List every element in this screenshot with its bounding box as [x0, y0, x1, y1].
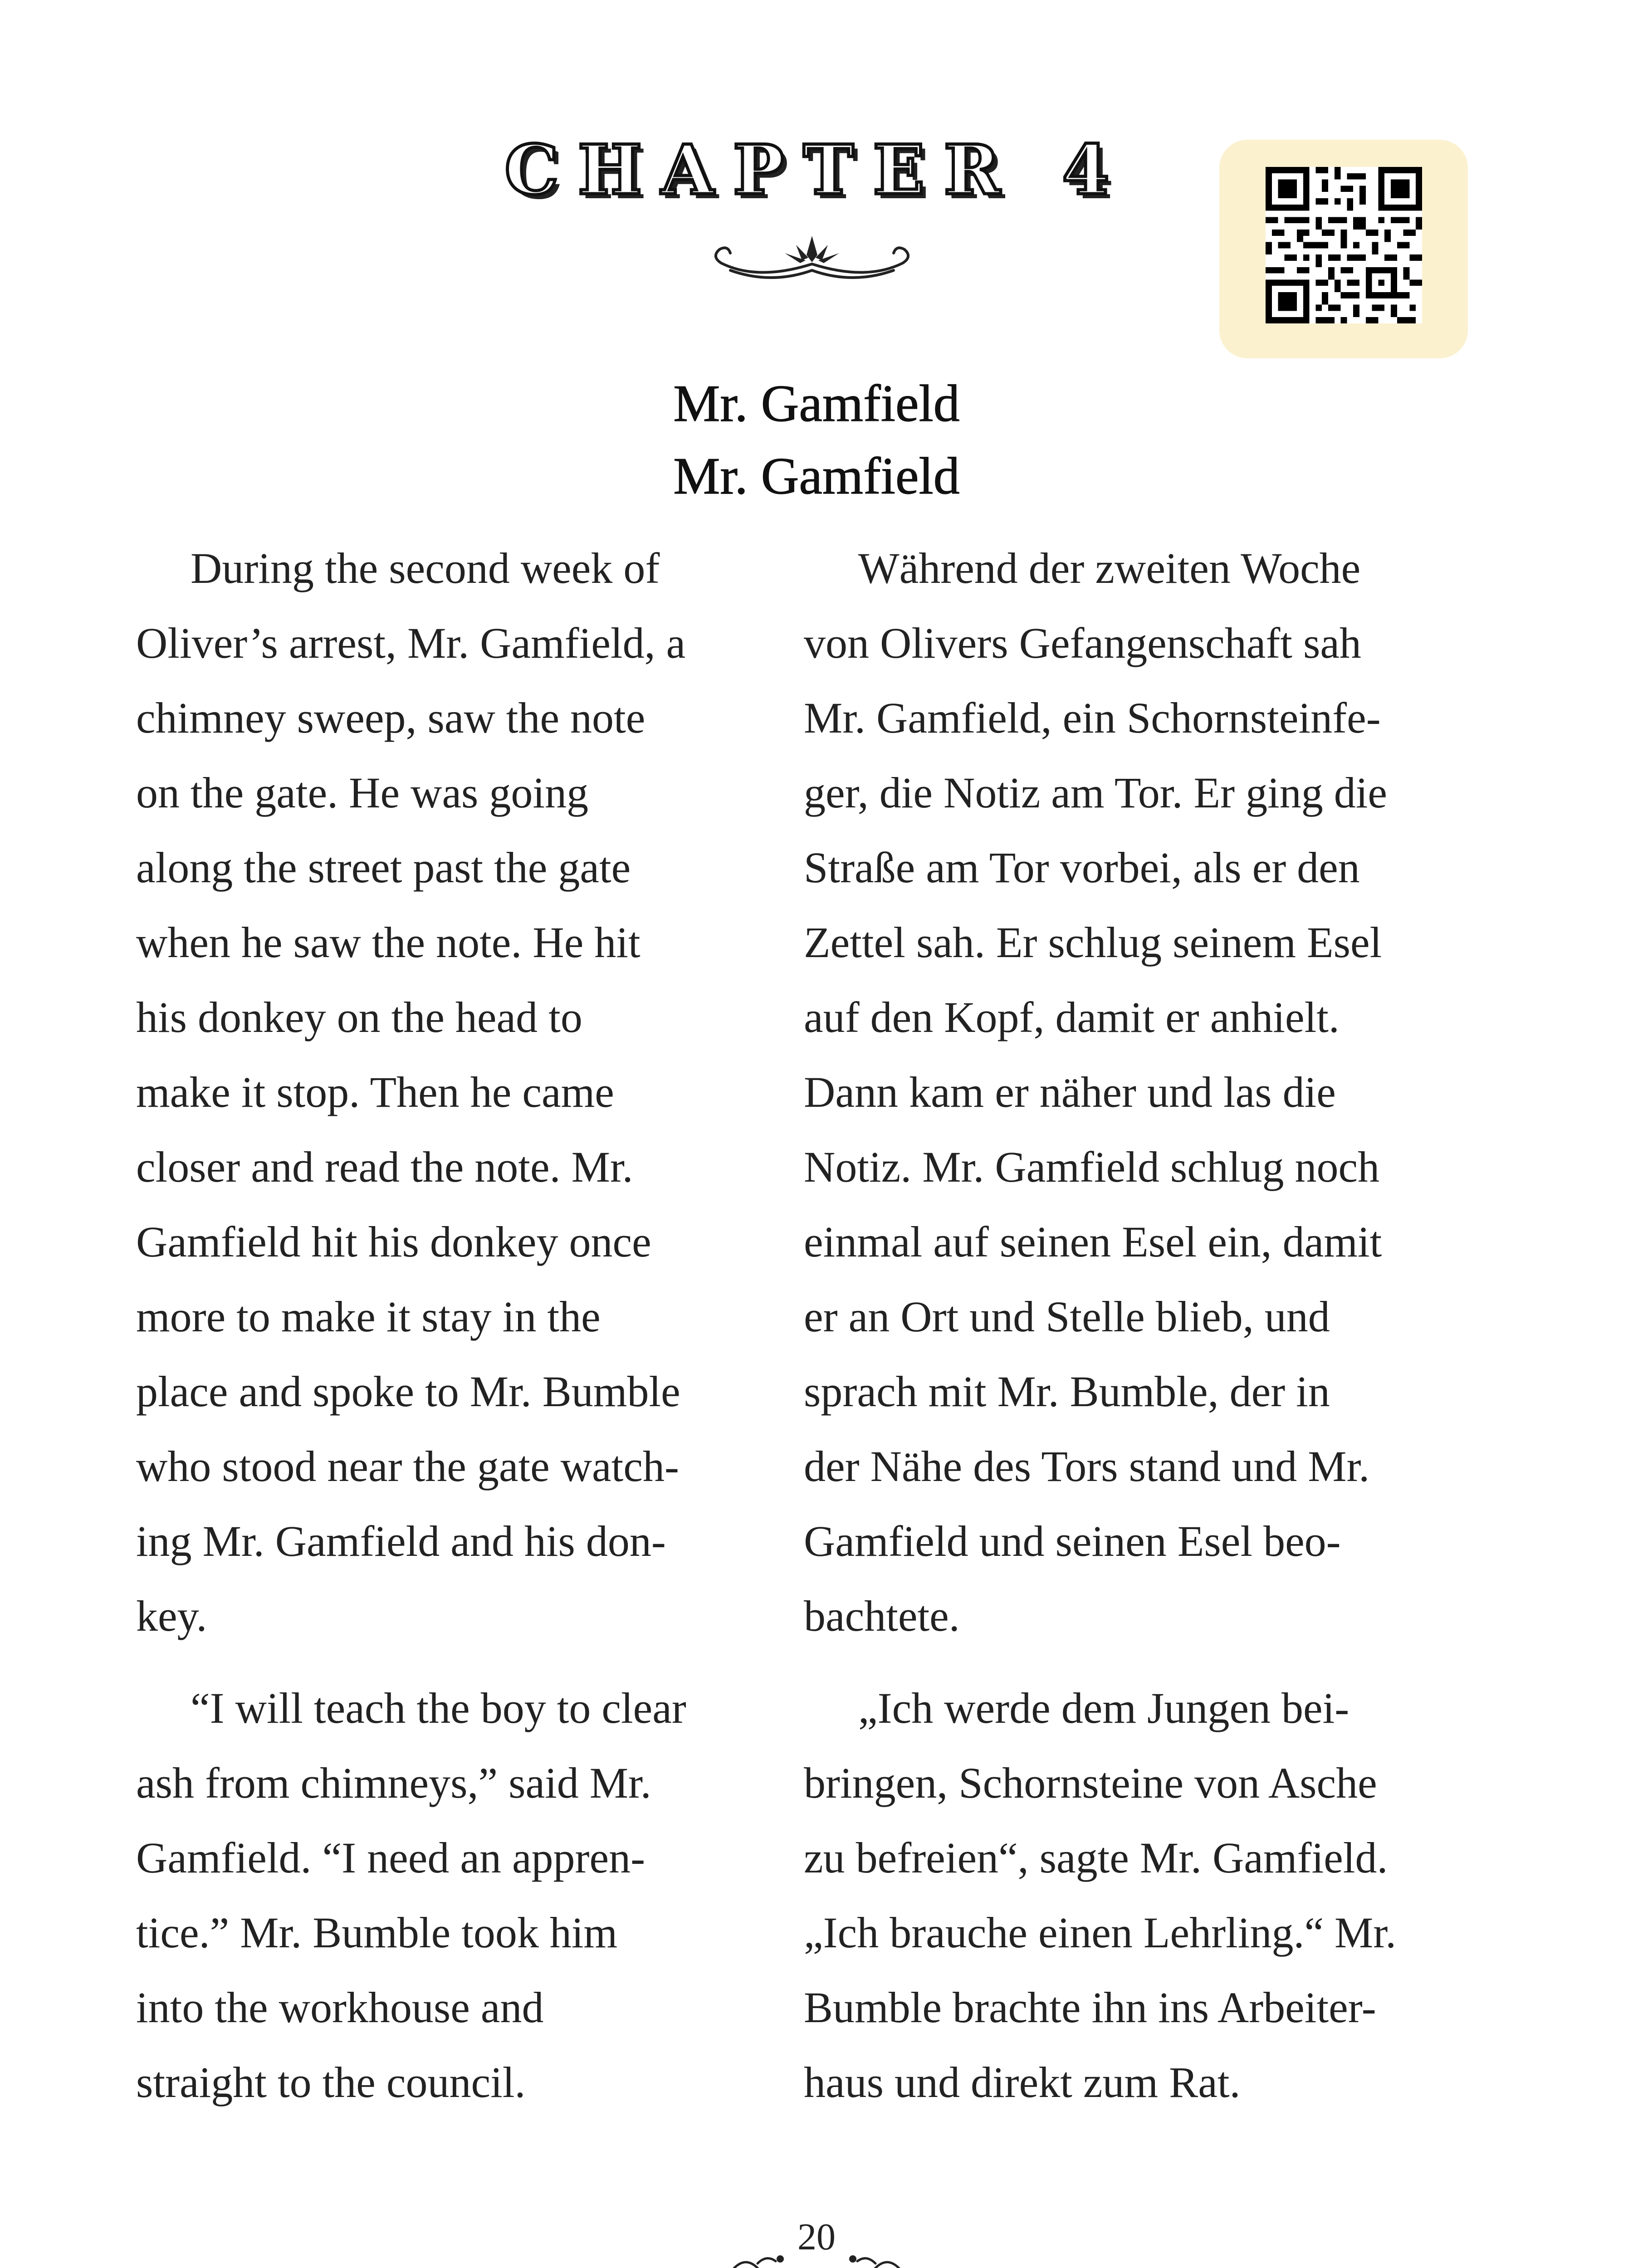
text-line: ash from chimneys,” said Mr.	[136, 1759, 651, 1807]
text-line: einmal auf seinen Esel ein, damit	[804, 1217, 1382, 1266]
text-line: on the gate. He was going	[136, 768, 589, 817]
text-line: who stood near the gate watch-	[136, 1442, 679, 1491]
text-line: haus und direkt zum Rat.	[804, 2058, 1241, 2107]
text-line: chimney sweep, saw the note	[136, 694, 645, 742]
text-line: „Ich brauche einen Lehrling.“ Mr.	[804, 1908, 1397, 1957]
title-german: Mr. Gamfield	[673, 447, 960, 505]
text-line: ger, die Notiz am Tor. Er ging die	[804, 768, 1388, 817]
chapter-ornament-icon	[703, 227, 921, 286]
german-column	[804, 531, 1493, 2137]
german-paragraph-1	[804, 531, 1493, 1653]
text-line: Gamfield und seinen Esel beo-	[804, 1517, 1341, 1565]
text-line: zu befreien“, sagte Mr. Gamfield.	[804, 1833, 1388, 1882]
title-english: Mr. Gamfield	[673, 375, 960, 433]
text-line: Mr. Gamfield, ein Schornsteinfe-	[804, 694, 1381, 742]
text-line: Bumble brachte ihn ins Arbeiter-	[804, 1983, 1376, 2032]
text-line: ing Mr. Gamfield and his don-	[136, 1517, 666, 1565]
text-line: Während der zweiten Woche	[858, 544, 1361, 592]
text-line: „Ich werde dem Jungen bei-	[858, 1684, 1349, 1732]
text-line: when he saw the note. He hit	[136, 918, 640, 967]
page-ornament-icon	[721, 2241, 912, 2268]
text-line: Oliver’s arrest, Mr. Gamfield, a	[136, 619, 686, 667]
english-column	[136, 531, 771, 2137]
text-line: “I will teach the boy to clear	[191, 1684, 686, 1732]
text-line: Straße am Tor vorbei, als er den	[804, 843, 1360, 892]
chapter-heading: CHAPTER 4	[504, 130, 1129, 210]
text-line: bachtete.	[804, 1592, 960, 1640]
text-line: into the workhouse and	[136, 1983, 544, 2032]
german-paragraph-2	[804, 1671, 1493, 2120]
text-line: auf den Kopf, damit er anhielt.	[804, 993, 1340, 1041]
text-line: tice.” Mr. Bumble took him	[136, 1908, 618, 1957]
page-number: 20	[797, 2216, 836, 2258]
text-line: make it stop. Then he came	[136, 1068, 614, 1116]
text-line: along the street past the gate	[136, 843, 631, 892]
text-line: Gamfield. “I need an appren-	[136, 1833, 645, 1882]
text-line: sprach mit Mr. Bumble, der in	[804, 1367, 1330, 1416]
text-line: During the second week of	[191, 544, 660, 592]
text-line: straight to the council.	[136, 2058, 526, 2107]
text-line: more to make it stay in the	[136, 1292, 601, 1341]
text-line: Dann kam er näher und las die	[804, 1068, 1336, 1116]
text-line: bringen, Schornsteine von Asche	[804, 1759, 1377, 1807]
qr-code-box[interactable]	[1219, 140, 1468, 358]
text-line: closer and read the note. Mr.	[136, 1143, 633, 1191]
text-line: er an Ort und Stelle blieb, und	[804, 1292, 1330, 1341]
text-line: von Olivers Gefangenschaft sah	[804, 619, 1361, 667]
english-paragraph-1	[136, 531, 771, 1653]
text-line: Gamfield hit his donkey once	[136, 1217, 651, 1266]
text-line: place and spoke to Mr. Bumble	[136, 1367, 680, 1416]
english-paragraph-2	[136, 1671, 771, 2120]
text-line: his donkey on the head to	[136, 993, 582, 1041]
text-line: Notiz. Mr. Gamfield schlug noch	[804, 1143, 1380, 1191]
chapter-title	[499, 367, 1134, 513]
text-line: Zettel sah. Er schlug seinem Esel	[804, 918, 1382, 967]
qr-code-icon	[1266, 167, 1422, 323]
text-line: key.	[136, 1592, 207, 1640]
text-line: der Nähe des Tors stand und Mr.	[804, 1442, 1370, 1491]
